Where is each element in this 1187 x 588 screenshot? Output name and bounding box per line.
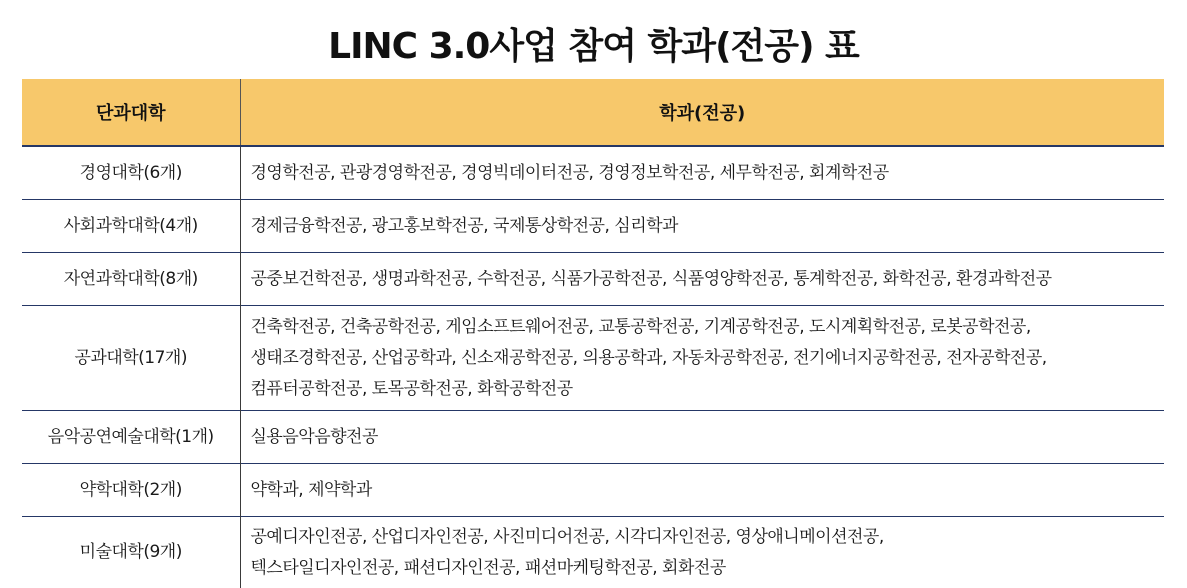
- college-cell: 자연과학대학(8개): [22, 253, 240, 306]
- table-row: [22, 253, 1164, 306]
- header-department: 학과(전공): [240, 79, 1164, 146]
- department-table: [22, 79, 1164, 588]
- department-line: 공예디자인전공, 산업디자인전공, 사진미디어전공, 시각디자인전공, 영상애니메이션전공,: [251, 522, 1155, 553]
- college-cell: 공과대학(17개): [22, 306, 240, 411]
- department-line: 생태조경학전공, 산업공학과, 신소재공학전공, 의용공학과, 자동차공학전공, 전기에너지공학전공, 전자공학전공,: [251, 343, 1155, 374]
- table-header-row: [22, 79, 1164, 146]
- page-title: LINC 3.0사업 참여 학과(전공) 표: [0, 18, 1187, 69]
- department-cell: [240, 411, 1164, 464]
- table-row: [22, 306, 1164, 411]
- department-line: 약학과, 제약학과: [251, 475, 1155, 506]
- college-cell: 사회과학대학(4개): [22, 200, 240, 253]
- department-cell: [240, 464, 1164, 517]
- college-cell: 약학대학(2개): [22, 464, 240, 517]
- department-cell: [240, 306, 1164, 411]
- table-row: [22, 411, 1164, 464]
- department-line: 실용음악음향전공: [251, 422, 1155, 453]
- table-row: [22, 464, 1164, 517]
- department-line: 텍스타일디자인전공, 패션디자인전공, 패션마케팅학전공, 회화전공: [251, 553, 1155, 584]
- department-line: 건축학전공, 건축공학전공, 게임소프트웨어전공, 교통공학전공, 기계공학전공, 도시계획학전공, 로봇공학전공,: [251, 312, 1155, 343]
- department-cell: [240, 517, 1164, 588]
- department-line: 경제금융학전공, 광고홍보학전공, 국제통상학전공, 심리학과: [251, 211, 1155, 242]
- department-line: 경영학전공, 관광경영학전공, 경영빅데이터전공, 경영정보학전공, 세무학전공, 회계학전공: [251, 158, 1155, 189]
- college-cell: 미술대학(9개): [22, 517, 240, 588]
- header-college: 단과대학: [22, 79, 240, 146]
- table-row: [22, 200, 1164, 253]
- department-cell: [240, 146, 1164, 200]
- table-row: [22, 517, 1164, 588]
- college-cell: 음악공연예술대학(1개): [22, 411, 240, 464]
- department-line: 컴퓨터공학전공, 토목공학전공, 화학공학전공: [251, 374, 1155, 405]
- department-line: 공중보건학전공, 생명과학전공, 수학전공, 식품가공학전공, 식품영양학전공, 통계학전공, 화학전공, 환경과학전공: [251, 264, 1155, 295]
- table-row: [22, 146, 1164, 200]
- department-cell: [240, 253, 1164, 306]
- department-cell: [240, 200, 1164, 253]
- college-cell: 경영대학(6개): [22, 146, 240, 200]
